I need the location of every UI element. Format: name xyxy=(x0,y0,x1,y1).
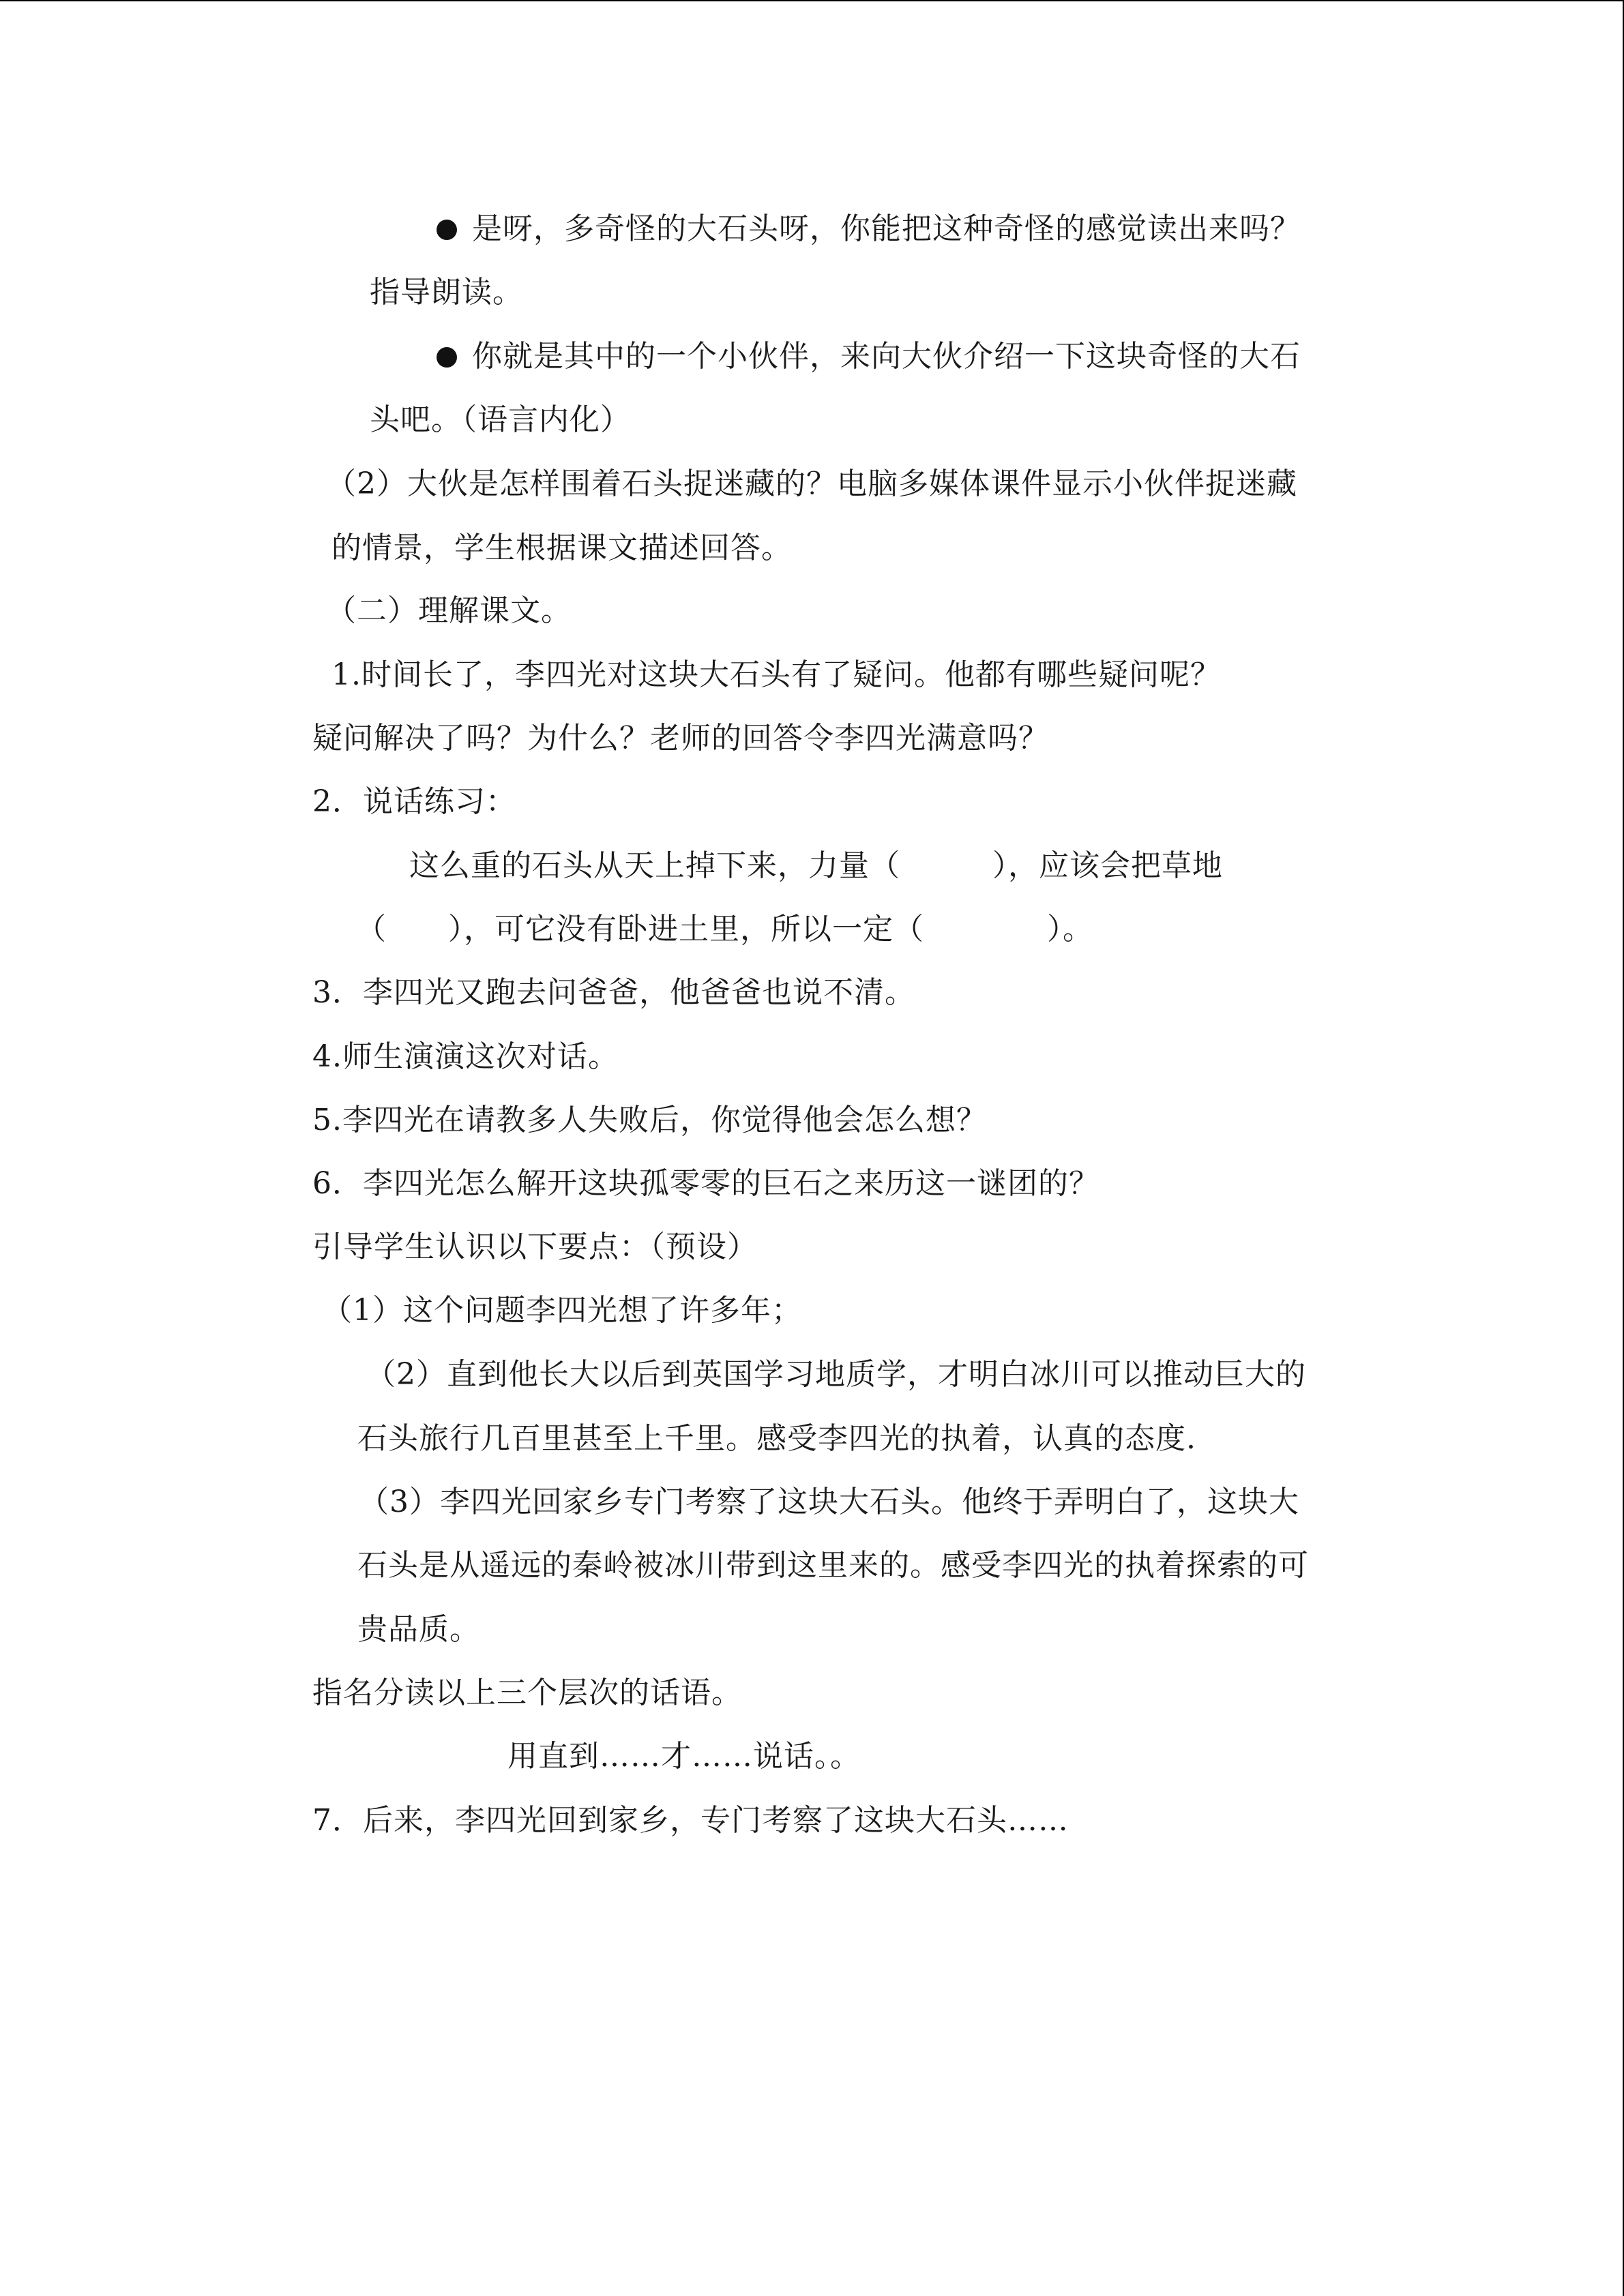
text-line: 的情景，学生根据课文描述回答。 xyxy=(331,531,792,565)
text-line: （1）这个问题李四光想了许多年； xyxy=(322,1293,802,1328)
text-line: 2．说话练习： xyxy=(312,784,516,819)
text-line: 指导朗读。 xyxy=(370,275,523,310)
text-line: （2）直到他长大以后到英国学习地质学，才明白冰川可以推动巨大的 xyxy=(366,1357,1306,1392)
text-line: 1.时间长了，李四光对这块大石头有了疑问。他都有哪些疑问呢？ xyxy=(331,657,1221,692)
text-line: 7．后来，李四光回到家乡，专门考察了这块大石头…… xyxy=(312,1803,1069,1838)
text-line: （2）大伙是怎样围着石头捉迷藏的？电脑多媒体课件显示小伙伴捉迷藏 xyxy=(326,466,1297,501)
text-line: 6．李四光怎么解开这块孤零零的巨石之来历这一谜团的？ xyxy=(312,1166,1099,1201)
text-line: 5.李四光在请教多人失败后，你觉得他会怎么想？ xyxy=(312,1103,987,1137)
text-line: 石头旅行几百里甚至上千里。感受李四光的执着，认真的态度. xyxy=(357,1421,1196,1456)
text-line: 4.师生演演这次对话。 xyxy=(312,1039,619,1074)
text-line: 疑问解决了吗？为什么？老师的回答令李四光满意吗？ xyxy=(312,721,1049,756)
text-line: 你就是其中的一个小伙伴，来向大伙介绍一下这块奇怪的大石 xyxy=(472,339,1301,374)
text-line: （3）李四光回家乡专门考察了这块大石头。他终于弄明白了，这块大 xyxy=(359,1485,1299,1519)
section-heading: （二）理解课文。 xyxy=(326,593,572,628)
text-line: 石头是从遥远的秦岭被冰川带到这里来的。感受李四光的执着探索的可 xyxy=(357,1548,1309,1583)
text-line: 是呀，多奇怪的大石头呀，你能把这种奇怪的感觉读出来吗？ xyxy=(472,211,1301,246)
text-line: 用直到……才……说话。。 xyxy=(507,1739,861,1774)
bullet-icon xyxy=(437,220,457,240)
text-line: 贵品质。 xyxy=(357,1612,480,1647)
bullet-line-2 xyxy=(437,338,1301,376)
text-line: 这么重的石头从天上掉下来，力量（ ），应该会把草地 xyxy=(409,848,1223,883)
text-line: （ ），可它没有卧进土里，所以一定（ ）。 xyxy=(356,912,1093,946)
text-line: 头吧。（语言内化） xyxy=(370,402,631,437)
text-line: 指名分读以上三个层次的话语。 xyxy=(312,1675,742,1710)
bullet-line-1 xyxy=(437,210,1301,248)
bullet-icon xyxy=(437,347,457,368)
text-line: 3．李四光又跑去问爸爸，他爸爸也说不清。 xyxy=(312,975,915,1010)
text-line: 引导学生认识以下要点：（预设） xyxy=(312,1229,758,1264)
